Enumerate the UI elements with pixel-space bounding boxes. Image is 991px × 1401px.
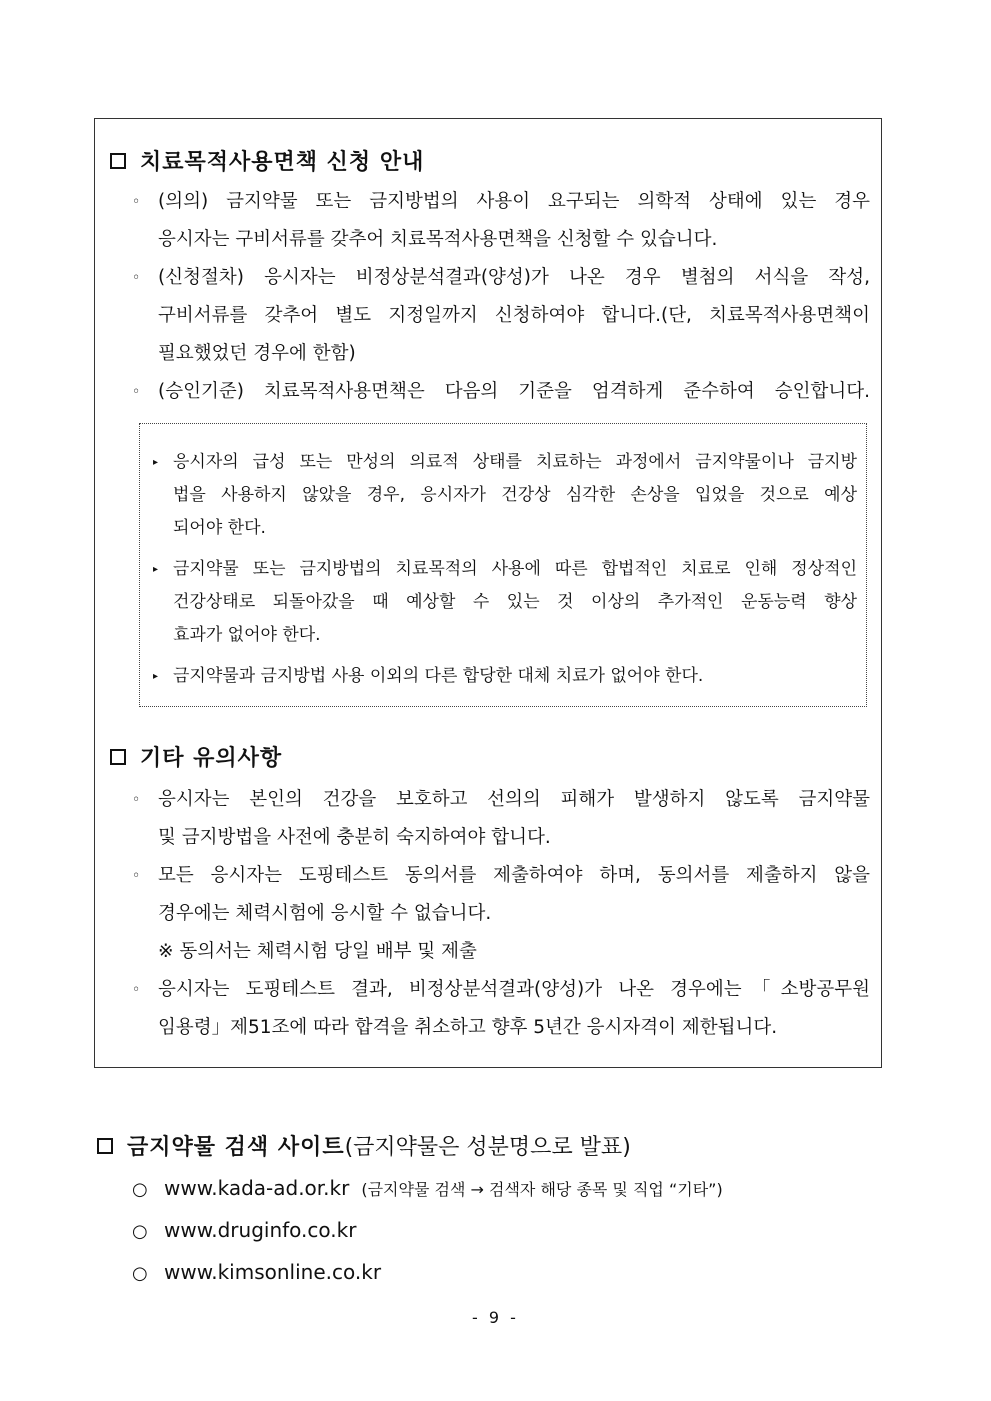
list-item — [132, 259, 870, 373]
circle-bullet-icon: ◦ — [132, 792, 141, 808]
circle-bullet-icon: ◦ — [132, 194, 141, 210]
section-title-note: (금지약물은 성분명으로 발표) — [344, 1135, 631, 1160]
circle-bullet-icon: ◦ — [132, 384, 141, 400]
text-line: (신청절차) 응시자는 비정상분석결과(양성)가 나온 경우 별첨의 서식을 작성, — [158, 267, 870, 288]
criteria-item — [153, 553, 857, 652]
page-number: - 9 - — [472, 1308, 519, 1327]
criteria-box — [139, 423, 867, 707]
text-line: ※ 동의서는 체력시험 당일 배부 및 제출 — [158, 941, 477, 962]
criteria-item — [153, 660, 857, 693]
list-item — [132, 781, 870, 857]
circle-bullet-icon: ○ — [132, 1263, 148, 1284]
site-item — [132, 1257, 381, 1289]
text-line: (승인기준) 치료목적사용면책은 다음의 기준을 엄격하게 준수하여 승인합니다. — [158, 381, 870, 402]
list-item — [132, 971, 870, 1047]
list-item — [132, 373, 870, 411]
text-line: 경우에는 체력시험에 응시할 수 없습니다. — [158, 903, 492, 924]
text-line: 되어야 한다. — [173, 518, 266, 538]
text-line: 임용령」제51조에 따라 합격을 취소하고 향후 5년간 응시자격이 제한됩니다. — [158, 1017, 778, 1038]
section-title: 기타 유의사항 — [140, 746, 283, 771]
list-item — [132, 857, 870, 971]
triangle-bullet-icon: ▸ — [153, 564, 159, 575]
section-heading-tue — [110, 145, 424, 176]
section-heading-sites — [97, 1130, 631, 1161]
site-note: (금지약물 검색 → 검색자 해당 종목 및 직업 “기타”) — [361, 1180, 723, 1199]
text-line: 응시자의 급성 또는 만성의 의료적 상태를 치료하는 과정에서 금지약물이나 금지방 — [173, 452, 857, 472]
site-link[interactable]: www.kimsonline.co.kr — [164, 1260, 382, 1284]
circle-bullet-icon: ○ — [132, 1221, 148, 1242]
text-line: 구비서류를 갖추어 별도 지정일까지 신청하여야 합니다.(단, 치료목적사용면책이 — [158, 305, 870, 326]
text-line: 금지약물 또는 금지방법의 치료목적의 사용에 따른 합법적인 치료로 인해 정상적인 — [173, 559, 857, 579]
text-line: 응시자는 구비서류를 갖추어 치료목적사용면책을 신청할 수 있습니다. — [158, 229, 718, 250]
section-heading-notes — [110, 741, 282, 772]
site-item — [132, 1173, 723, 1205]
circle-bullet-icon: ◦ — [132, 868, 141, 884]
triangle-bullet-icon: ▸ — [153, 457, 159, 468]
triangle-bullet-icon: ▸ — [153, 671, 159, 682]
text-line: 효과가 없어야 한다. — [173, 625, 321, 645]
list-item — [132, 183, 870, 259]
site-link[interactable]: www.kada-ad.or.kr — [164, 1176, 350, 1200]
text-line: 금지약물과 금지방법 사용 이외의 다른 합당한 대체 치료가 없어야 한다. — [173, 666, 704, 686]
text-line: 응시자는 본인의 건강을 보호하고 선의의 피해가 발생하지 않도록 금지약물 — [158, 789, 870, 810]
text-line: 필요했었던 경우에 한함) — [158, 343, 356, 364]
section-title: 치료목적사용면책 신청 안내 — [140, 150, 425, 175]
site-link[interactable]: www.druginfo.co.kr — [164, 1218, 357, 1242]
text-line: 모든 응시자는 도핑테스트 동의서를 제출하여야 하며, 동의서를 제출하지 않을 — [158, 865, 870, 886]
circle-bullet-icon: ○ — [132, 1179, 148, 1200]
checkbox-square-icon — [97, 1138, 113, 1154]
circle-bullet-icon: ◦ — [132, 270, 141, 286]
site-item — [132, 1215, 356, 1247]
criteria-item — [153, 446, 857, 545]
text-line: 법을 사용하지 않았을 경우, 응시자가 건강상 심각한 손상을 입었을 것으로 예상 — [173, 485, 857, 505]
section-title: 금지약물 검색 사이트 — [127, 1135, 345, 1160]
circle-bullet-icon: ◦ — [132, 982, 141, 998]
text-line: 응시자는 도핑테스트 결과, 비정상분석결과(양성)가 나온 경우에는「소방공무원 — [158, 979, 870, 1000]
text-line: 건강상태로 되돌아갔을 때 예상할 수 있는 것 이상의 추가적인 운동능력 향상 — [173, 592, 857, 612]
text-line: (의의) 금지약물 또는 금지방법의 사용이 요구되는 의학적 상태에 있는 경우 — [158, 191, 870, 212]
checkbox-square-icon — [110, 749, 126, 765]
text-line: 및 금지방법을 사전에 충분히 숙지하여야 합니다. — [158, 827, 551, 848]
checkbox-square-icon — [110, 153, 126, 169]
